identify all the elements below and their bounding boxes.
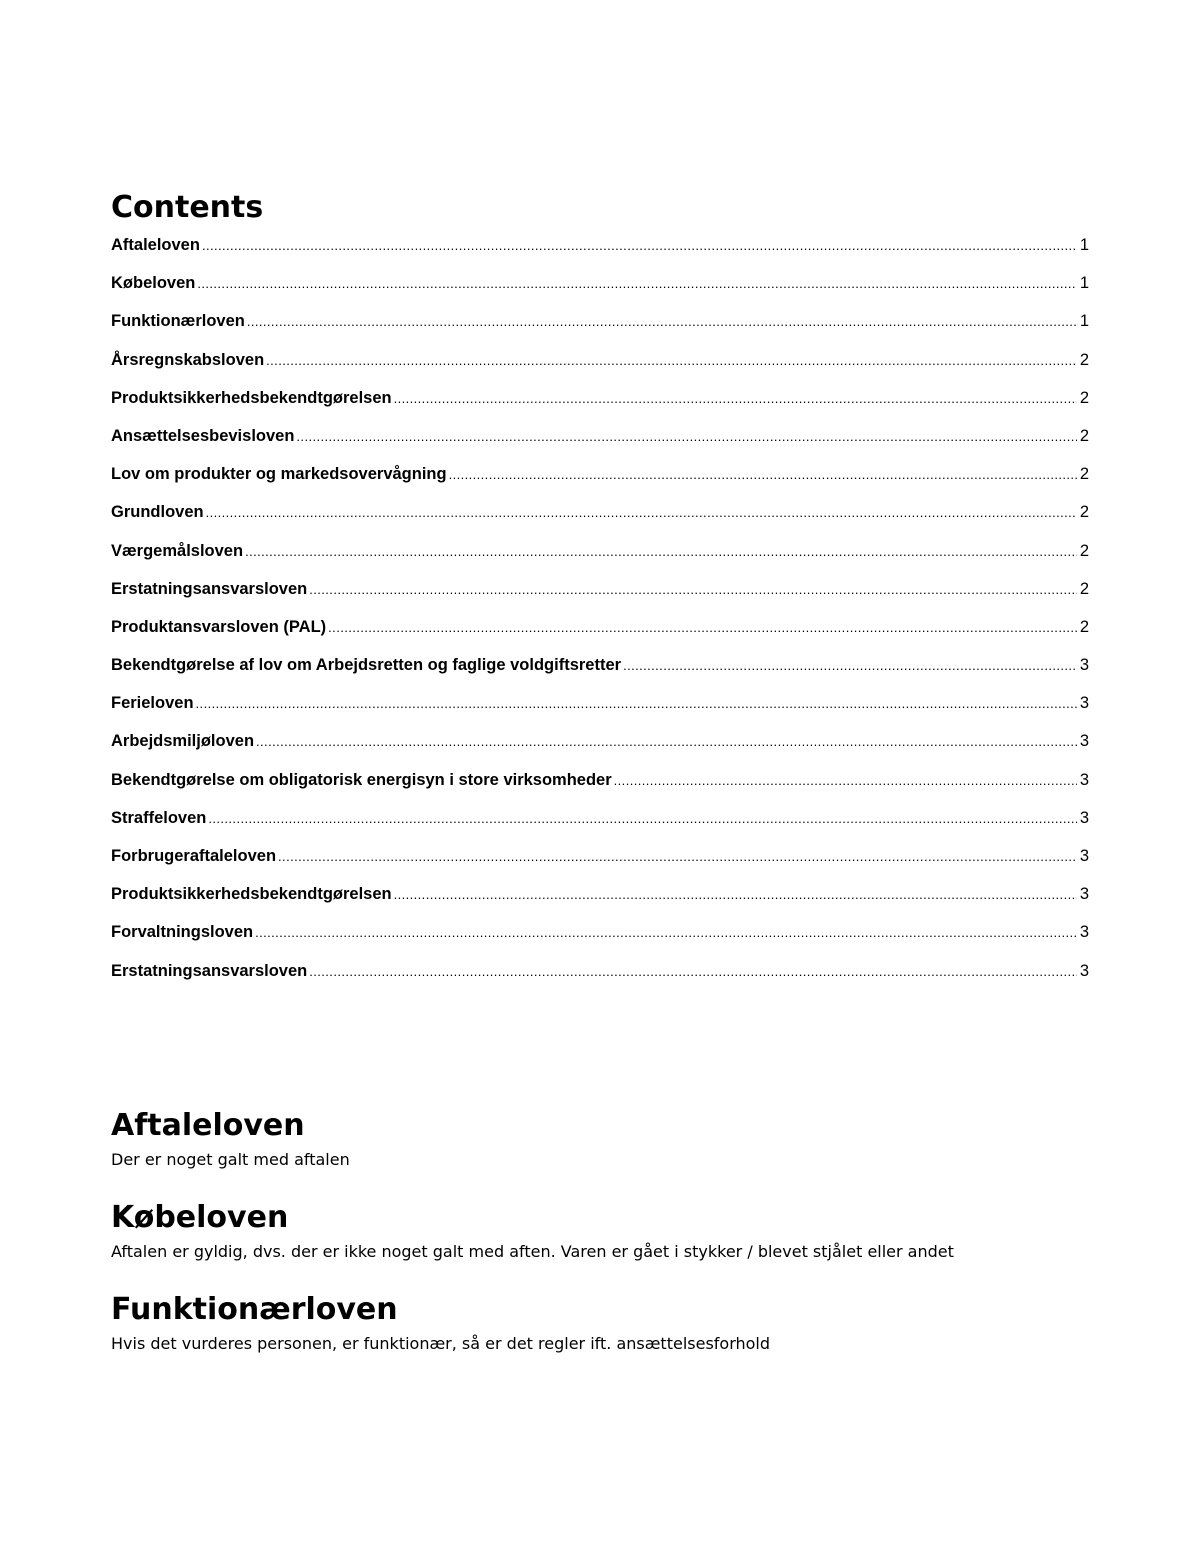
toc-entry[interactable]	[111, 493, 1089, 531]
toc-entry[interactable]	[111, 379, 1089, 417]
toc-entry[interactable]	[111, 837, 1089, 875]
toc-entry-page: 3	[1079, 694, 1089, 713]
toc-entry-title: Ferieloven	[111, 694, 194, 713]
toc-entry[interactable]	[111, 684, 1089, 722]
toc-entry-page: 2	[1079, 426, 1089, 445]
toc-dot-leader	[309, 953, 1077, 991]
toc-entry-page: 3	[1079, 732, 1089, 751]
section-heading: Aftaleloven	[111, 1108, 305, 1143]
section-body: Hvis det vurderes personen, er funktionær, så er det regler ift. ansættelsesforhold	[111, 1334, 771, 1353]
toc-dot-leader	[309, 571, 1077, 609]
toc-entry[interactable]	[111, 417, 1089, 455]
toc-entry-page: 3	[1079, 961, 1089, 980]
toc-entry-page: 1	[1079, 236, 1089, 254]
toc-entry-title: Produktsikkerhedsbekendtgørelsen	[111, 388, 392, 407]
toc-entry-page: 2	[1079, 503, 1089, 522]
toc-entry-page: 3	[1079, 770, 1089, 789]
toc-entry-page: 3	[1079, 808, 1089, 827]
toc-entry-title: Forvaltningsloven	[111, 923, 254, 942]
toc-dot-leader	[208, 800, 1077, 838]
toc-entry-page: 3	[1079, 885, 1089, 904]
toc-dot-leader	[202, 227, 1077, 265]
toc-entry[interactable]	[111, 570, 1089, 608]
toc-entry[interactable]	[111, 608, 1089, 646]
section-aftaleloven	[111, 1106, 1089, 1174]
toc-entry-page: 2	[1079, 617, 1089, 636]
toc-entry-title: Arbejdsmiljøloven	[111, 732, 255, 751]
toc-entry-title: Straffeloven	[111, 808, 207, 827]
toc-heading: Contents	[111, 190, 264, 225]
toc-entry-title: Købeloven	[111, 274, 196, 293]
toc-dot-leader	[196, 685, 1077, 723]
toc-entry[interactable]	[111, 761, 1089, 799]
toc-dot-leader	[247, 303, 1077, 341]
toc-entry-title: Aftaleloven	[111, 236, 200, 254]
toc-entry-title: Erstatningsansvarsloven	[111, 961, 308, 980]
toc-entry-page: 1	[1079, 274, 1089, 293]
toc-entry-title: Bekendtgørelse af lov om Arbejdsretten og faglige voldgiftsretter	[111, 656, 622, 675]
toc-entry[interactable]	[111, 913, 1089, 951]
toc-entry-title: Forbrugeraftaleloven	[111, 847, 277, 865]
toc-entry[interactable]	[111, 532, 1089, 570]
toc-entry-title: Ansættelsesbevisloven	[111, 426, 295, 445]
toc-entry-title: Produktsikkerhedsbekendtgørelsen	[111, 885, 392, 904]
toc-entry[interactable]	[111, 875, 1089, 913]
toc-dot-leader	[394, 876, 1077, 914]
toc-entry-title: Grundloven	[111, 503, 204, 522]
toc-entry[interactable]	[111, 952, 1089, 990]
toc-entry-title: Værgemålsloven	[111, 541, 244, 560]
toc-entry-title: Årsregnskabsloven	[111, 350, 265, 369]
toc-entry[interactable]	[111, 722, 1089, 760]
section-heading: Købeloven	[111, 1200, 289, 1235]
toc-entry-page: 3	[1079, 656, 1089, 675]
toc-entry[interactable]	[111, 341, 1089, 379]
toc-entry-title: Lov om produkter og markedsovervågning	[111, 465, 447, 484]
toc-entry-page: 2	[1079, 388, 1089, 407]
section-funktionaerloven	[111, 1290, 1089, 1358]
toc-dot-leader	[245, 533, 1077, 571]
toc-dot-leader	[623, 647, 1077, 685]
toc-entry-page: 3	[1079, 923, 1089, 942]
toc-dot-leader	[296, 418, 1077, 456]
section-body: Der er noget galt med aftalen	[111, 1150, 350, 1169]
toc-entry-title: Erstatningsansvarsloven	[111, 579, 308, 598]
table-of-contents	[111, 226, 1089, 990]
toc-dot-leader	[328, 609, 1077, 647]
toc-dot-leader	[614, 762, 1077, 800]
toc-entry-title: Bekendtgørelse om obligatorisk energisyn i store virksomheder	[111, 770, 612, 789]
section-body: Aftalen er gyldig, dvs. der er ikke noget galt med aften. Varen er gået i stykker / blevet stjålet eller andet	[111, 1242, 954, 1261]
toc-dot-leader	[449, 456, 1077, 494]
toc-entry[interactable]	[111, 799, 1089, 837]
toc-entry-title: Funktionærloven	[111, 312, 245, 331]
toc-entry[interactable]	[111, 302, 1089, 340]
toc-entry-page: 3	[1079, 847, 1089, 865]
toc-dot-leader	[206, 494, 1077, 532]
toc-dot-leader	[278, 838, 1077, 876]
section-kobeloven	[111, 1198, 1089, 1266]
section-heading: Funktionærloven	[111, 1292, 398, 1327]
toc-dot-leader	[394, 380, 1077, 418]
toc-dot-leader	[197, 265, 1077, 303]
toc-entry-page: 2	[1079, 579, 1089, 598]
toc-dot-leader	[266, 342, 1077, 380]
toc-dot-leader	[256, 723, 1077, 761]
toc-entry[interactable]	[111, 646, 1089, 684]
toc-entry[interactable]	[111, 226, 1089, 264]
toc-entry-page: 2	[1079, 465, 1089, 484]
toc-entry[interactable]	[111, 455, 1089, 493]
toc-entry-page: 2	[1079, 541, 1089, 560]
toc-entry-title: Produktansvarsloven (PAL)	[111, 617, 327, 636]
toc-entry[interactable]	[111, 264, 1089, 302]
toc-dot-leader	[255, 914, 1077, 952]
toc-entry-page: 2	[1079, 350, 1089, 369]
toc-entry-page: 1	[1079, 312, 1089, 331]
